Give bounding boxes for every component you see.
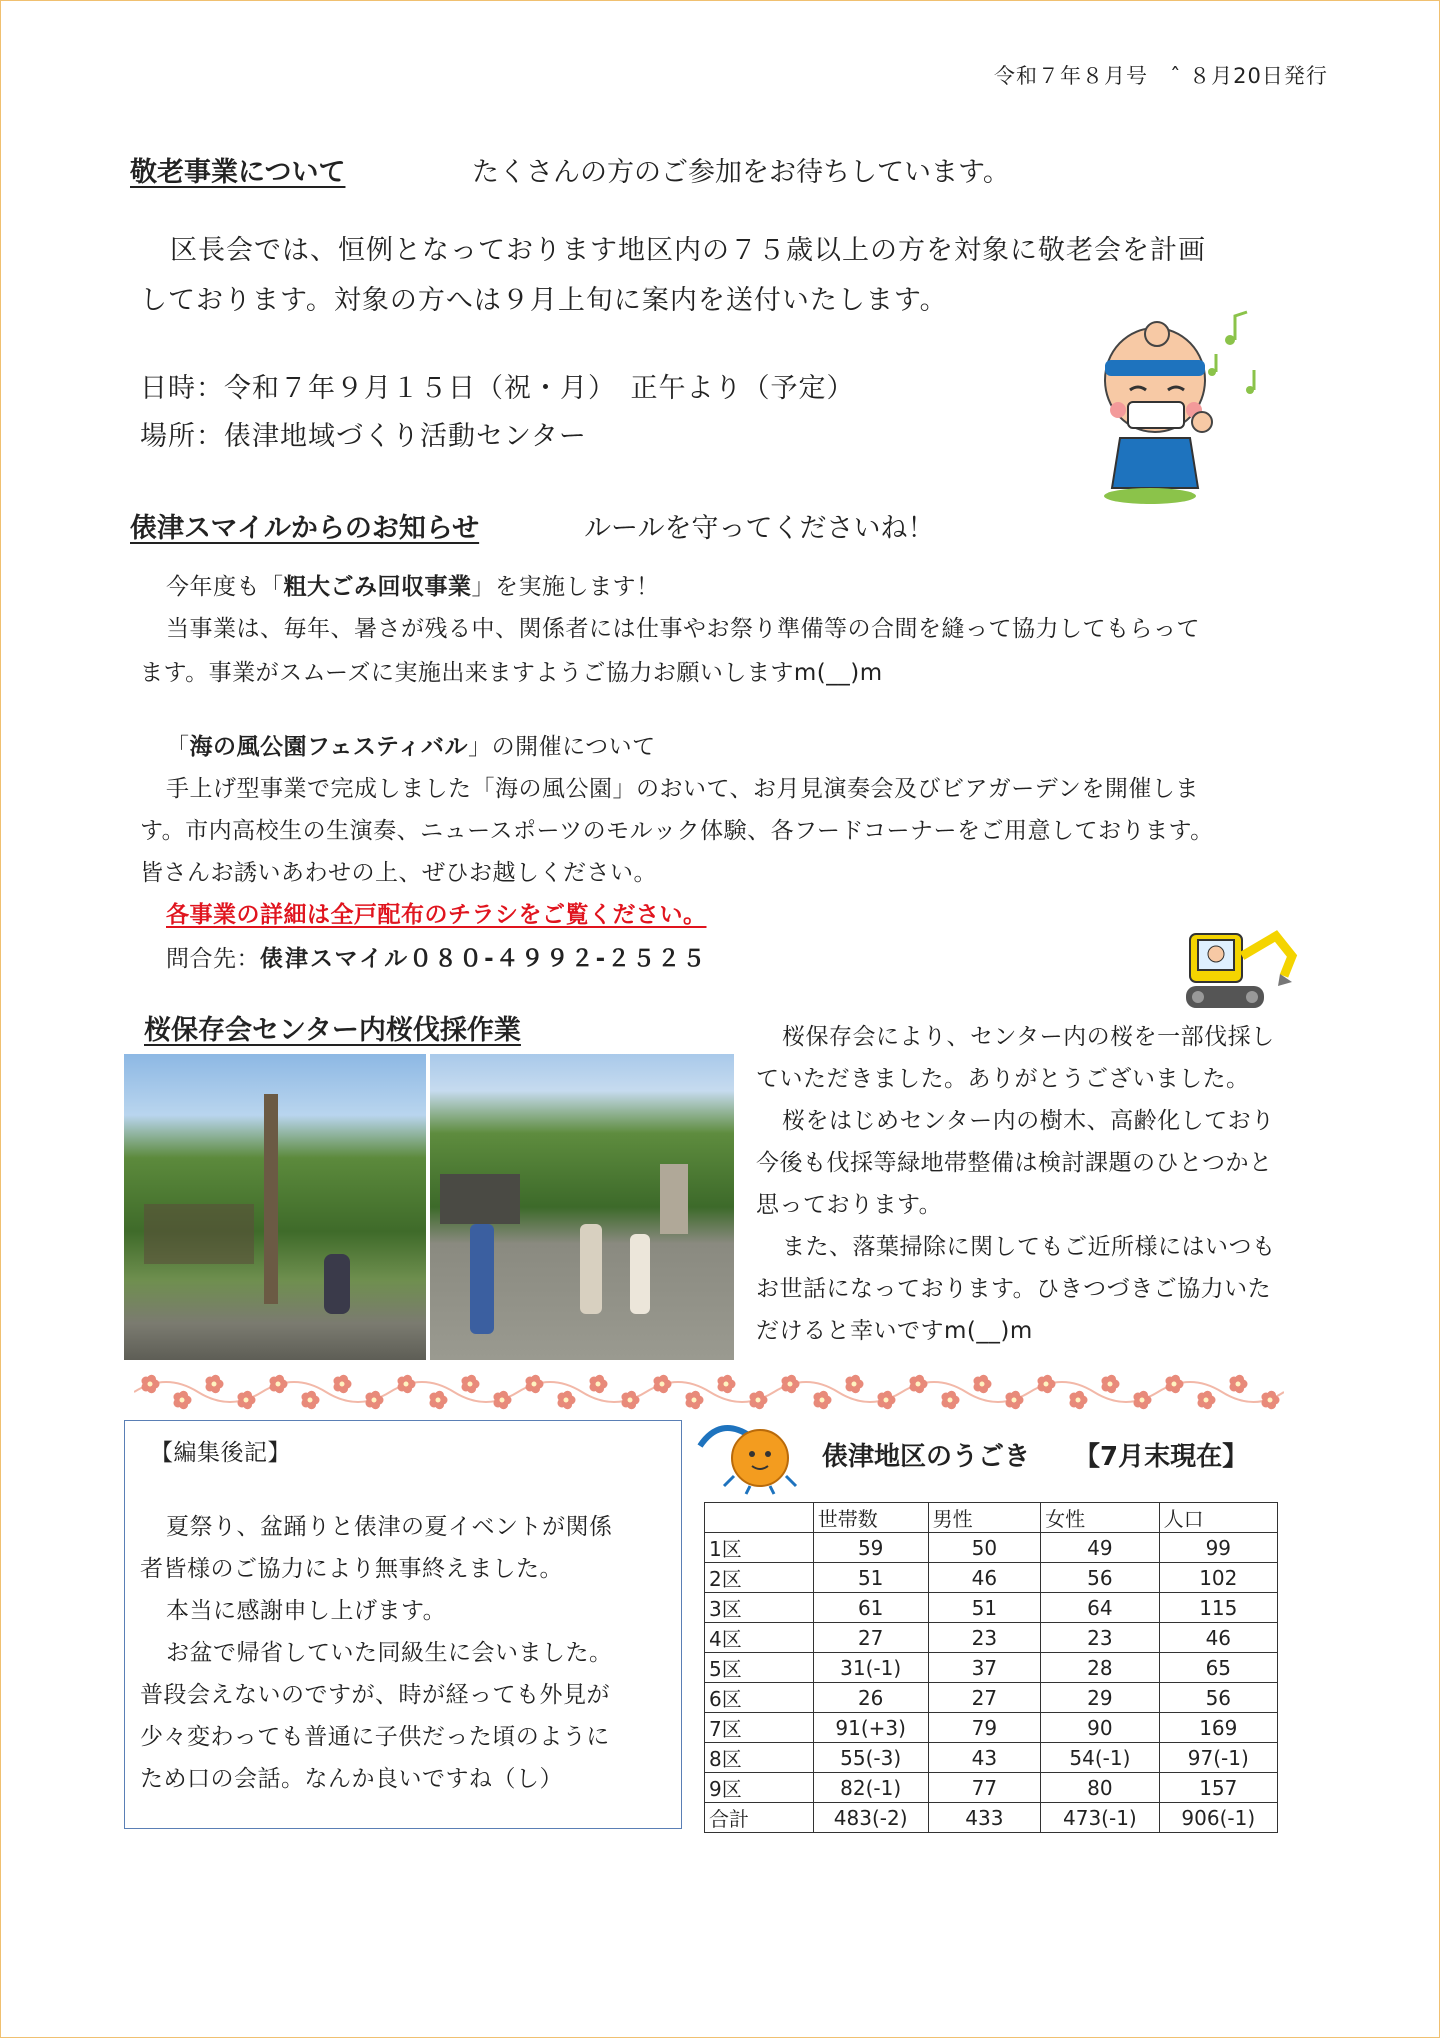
festival-name: 海の風公園フェスティバル xyxy=(189,734,469,760)
flower-icon xyxy=(653,1375,671,1394)
flower-icon xyxy=(813,1391,831,1410)
festival-heading: 「海の風公園フェスティバル」の開催について xyxy=(166,734,656,760)
flower-icon xyxy=(1229,1375,1247,1394)
flower-icon xyxy=(525,1375,543,1394)
value-cell: 46 xyxy=(928,1563,1041,1593)
flower-icon xyxy=(685,1391,703,1410)
editor-line: 少々変わっても普通に子供だった頃のように xyxy=(140,1724,610,1750)
value-cell: 43 xyxy=(928,1743,1041,1773)
stats-date: 【7月末現在】 xyxy=(1074,1442,1249,1472)
value-cell: 169 xyxy=(1159,1713,1277,1743)
value-cell: 65 xyxy=(1159,1653,1277,1683)
value-cell: 28 xyxy=(1041,1653,1159,1683)
flower-icon xyxy=(589,1375,607,1394)
table-row xyxy=(705,1563,1278,1593)
value-cell: 115 xyxy=(1159,1593,1277,1623)
flower-icon xyxy=(909,1375,927,1394)
value-cell: 80 xyxy=(1041,1773,1159,1803)
district-cell: 合計 xyxy=(705,1803,814,1833)
value-cell: 59 xyxy=(813,1533,928,1563)
flower-icon xyxy=(1069,1391,1087,1410)
district-cell: 1区 xyxy=(705,1533,814,1563)
festival-line-2: 手上げ型事業で完成しました「海の風公園」のおいて、お月見演奏会及びビアガーデンを開催しま xyxy=(166,776,1199,802)
editor-line: 夏祭り、盆踊りと俵津の夏イベントが関係 xyxy=(166,1514,613,1540)
issue-date: 令和７年８月号 ˆ ８月20日発行 xyxy=(994,64,1328,88)
flower-icon xyxy=(1005,1391,1023,1410)
flower-icon xyxy=(173,1391,191,1410)
editor-line: ため口の会話。なんか良いですね（し） xyxy=(140,1766,563,1792)
smile-line-1: 今年度も「粗大ごみ回収事業」を実施します！ xyxy=(166,574,660,600)
table-header: 男性 xyxy=(928,1503,1041,1533)
flower-icon xyxy=(557,1391,575,1410)
district-cell: 9区 xyxy=(705,1773,814,1803)
sakura-text xyxy=(756,1016,1276,1352)
value-cell: 82(-1) xyxy=(813,1773,928,1803)
flower-icon xyxy=(1165,1375,1183,1394)
table-row xyxy=(705,1713,1278,1743)
value-cell: 27 xyxy=(928,1683,1041,1713)
keirou-tagline: たくさんの方のご参加をお待ちしています。 xyxy=(472,157,1010,188)
table-header: 女性 xyxy=(1041,1503,1159,1533)
table-row xyxy=(705,1683,1278,1713)
district-cell: 6区 xyxy=(705,1683,814,1713)
table-header: 世帯数 xyxy=(813,1503,928,1533)
stats-title: 俵津地区のうごき xyxy=(822,1442,1031,1472)
sakura-line: 思っております。 xyxy=(756,1192,943,1218)
smile-tagline: ルールを守ってくださいね！ xyxy=(584,513,935,544)
table-row xyxy=(705,1803,1278,1833)
sakura-title: 桜保存会センター内桜伐採作業 xyxy=(144,1015,521,1046)
contact-line: 問合先：俵津スマイル０８０-４９９２-２５２５ xyxy=(166,946,708,972)
smile-sodai-gomi: 粗大ごみ回収事業 xyxy=(283,574,472,600)
value-cell: 483(-2) xyxy=(813,1803,928,1833)
editor-text xyxy=(140,1506,613,1800)
value-cell: 54(-1) xyxy=(1041,1743,1159,1773)
value-cell: 157 xyxy=(1159,1773,1277,1803)
flower-icon xyxy=(845,1375,863,1394)
value-cell: 90 xyxy=(1041,1713,1159,1743)
smile-line-3: ます。事業がスムーズに実施出来ますようご協力お願いしますm(__)m xyxy=(140,660,883,686)
flower-divider xyxy=(134,1372,1284,1412)
value-cell: 37 xyxy=(928,1653,1041,1683)
flower-icon xyxy=(269,1375,287,1394)
editor-line: 本当に感謝申し上げます。 xyxy=(166,1598,447,1624)
photo-tree-cutting-2 xyxy=(430,1054,734,1360)
value-cell: 23 xyxy=(1041,1623,1159,1653)
sakura-line: 今後も伐採等緑地帯整備は検討課題のひとつかと xyxy=(756,1150,1273,1176)
flower-icon xyxy=(1197,1391,1215,1410)
value-cell: 906(-1) xyxy=(1159,1803,1277,1833)
district-cell: 3区 xyxy=(705,1593,814,1623)
value-cell: 102 xyxy=(1159,1563,1277,1593)
table-row xyxy=(705,1773,1278,1803)
photo-tree-cutting-1 xyxy=(124,1054,426,1360)
editor-line: 普段会えないのですが、時が経っても外見が xyxy=(140,1682,610,1708)
flower-icon xyxy=(301,1391,319,1410)
flower-icon xyxy=(333,1375,351,1394)
keirou-body-1: 区長会では、恒例となっております地区内の７５歳以上の方を対象に敬老会を計画 xyxy=(170,235,1206,266)
value-cell: 29 xyxy=(1041,1683,1159,1713)
table-header: 人口 xyxy=(1159,1503,1277,1533)
flower-icon xyxy=(397,1375,415,1394)
flower-icon xyxy=(365,1391,383,1410)
district-cell: 2区 xyxy=(705,1563,814,1593)
value-cell: 23 xyxy=(928,1623,1041,1653)
population-table xyxy=(704,1502,1278,1833)
value-cell: 77 xyxy=(928,1773,1041,1803)
orange-mascot-icon xyxy=(690,1416,810,1496)
keirou-place: 場所：俵津地域づくり活動センター xyxy=(140,421,587,452)
flower-icon xyxy=(621,1391,639,1410)
details-notice: 各事業の詳細は全戸配布のチラシをご覧ください。 xyxy=(166,902,707,928)
value-cell: 433 xyxy=(928,1803,1041,1833)
district-cell: 7区 xyxy=(705,1713,814,1743)
flower-icon xyxy=(781,1375,799,1394)
flower-icon xyxy=(973,1375,991,1394)
festival-line-4: 皆さんお誘いあわせの上、ぜひお越しください。 xyxy=(140,860,657,886)
value-cell: 79 xyxy=(928,1713,1041,1743)
flower-icon xyxy=(493,1391,511,1410)
value-cell: 27 xyxy=(813,1623,928,1653)
sakura-line: お世話になっております。ひきつづきご協力いた xyxy=(756,1276,1272,1302)
district-cell: 8区 xyxy=(705,1743,814,1773)
value-cell: 55(-3) xyxy=(813,1743,928,1773)
flower-icon xyxy=(1101,1375,1119,1394)
contact-phone: 俵津スマイル０８０-４９９２-２５２５ xyxy=(260,946,708,972)
flower-icon xyxy=(237,1391,255,1410)
flower-icon xyxy=(141,1375,159,1394)
mascot-singing-illustration xyxy=(1090,310,1280,510)
sakura-line: また、落葉掃除に関してもご近所様にはいつも xyxy=(782,1234,1276,1260)
editor-title: 【編集後記】 xyxy=(150,1440,291,1466)
flower-icon xyxy=(941,1391,959,1410)
flower-icon xyxy=(717,1375,735,1394)
value-cell: 46 xyxy=(1159,1623,1277,1653)
editor-line: お盆で帰省していた同級生に会いました。 xyxy=(166,1640,613,1666)
festival-line-3: す。市内高校生の生演奏、ニュースポーツのモルック体験、各フードコーナーをご用意しております。 xyxy=(140,818,1214,844)
value-cell: 51 xyxy=(928,1593,1041,1623)
district-cell: 4区 xyxy=(705,1623,814,1653)
value-cell: 473(-1) xyxy=(1041,1803,1159,1833)
value-cell: 61 xyxy=(813,1593,928,1623)
flower-icon xyxy=(1261,1391,1279,1410)
sakura-line: 桜をはじめセンター内の樹木、高齢化しており xyxy=(782,1108,1275,1134)
table-row xyxy=(705,1653,1278,1683)
flower-icon xyxy=(749,1391,767,1410)
sakura-line: 桜保存会により、センター内の桜を一部伐採し xyxy=(782,1024,1275,1050)
district-cell: 5区 xyxy=(705,1653,814,1683)
excavator-illustration xyxy=(1180,926,1304,1018)
smile-title: 俵津スマイルからのお知らせ xyxy=(130,513,480,544)
table-row xyxy=(705,1623,1278,1653)
flower-icon xyxy=(1133,1391,1151,1410)
table-header-row xyxy=(705,1503,1278,1533)
table-row xyxy=(705,1533,1278,1563)
flower-icon xyxy=(429,1391,447,1410)
value-cell: 56 xyxy=(1159,1683,1277,1713)
value-cell: 64 xyxy=(1041,1593,1159,1623)
flower-icon xyxy=(1037,1375,1055,1394)
value-cell: 51 xyxy=(813,1563,928,1593)
sakura-line: ていただきました。ありがとうございました。 xyxy=(756,1066,1250,1092)
flower-icon xyxy=(877,1391,895,1410)
value-cell: 99 xyxy=(1159,1533,1277,1563)
flower-icon xyxy=(461,1375,479,1394)
keirou-title: 敬老事業について xyxy=(130,157,346,188)
value-cell: 31(-1) xyxy=(813,1653,928,1683)
smile-line-2: 当事業は、毎年、暑さが残る中、関係者には仕事やお祭り準備等の合間を縫って協力してもらって xyxy=(166,616,1200,642)
keirou-datetime: 日時：令和７年９月１５日（祝・月） 正午より（予定） xyxy=(140,373,855,404)
table-row xyxy=(705,1743,1278,1773)
flower-icon xyxy=(205,1375,223,1394)
table-row xyxy=(705,1593,1278,1623)
sakura-line: だけると幸いですm(__)m xyxy=(756,1318,1033,1344)
value-cell: 50 xyxy=(928,1533,1041,1563)
keirou-body-2: しております。対象の方へは９月上旬に案内を送付いたします。 xyxy=(140,285,948,316)
value-cell: 49 xyxy=(1041,1533,1159,1563)
value-cell: 26 xyxy=(813,1683,928,1713)
value-cell: 56 xyxy=(1041,1563,1159,1593)
value-cell: 91(+3) xyxy=(813,1713,928,1743)
value-cell: 97(-1) xyxy=(1159,1743,1277,1773)
editor-line: 者皆様のご協力により無事終えました。 xyxy=(140,1556,563,1582)
table-header xyxy=(705,1503,814,1533)
